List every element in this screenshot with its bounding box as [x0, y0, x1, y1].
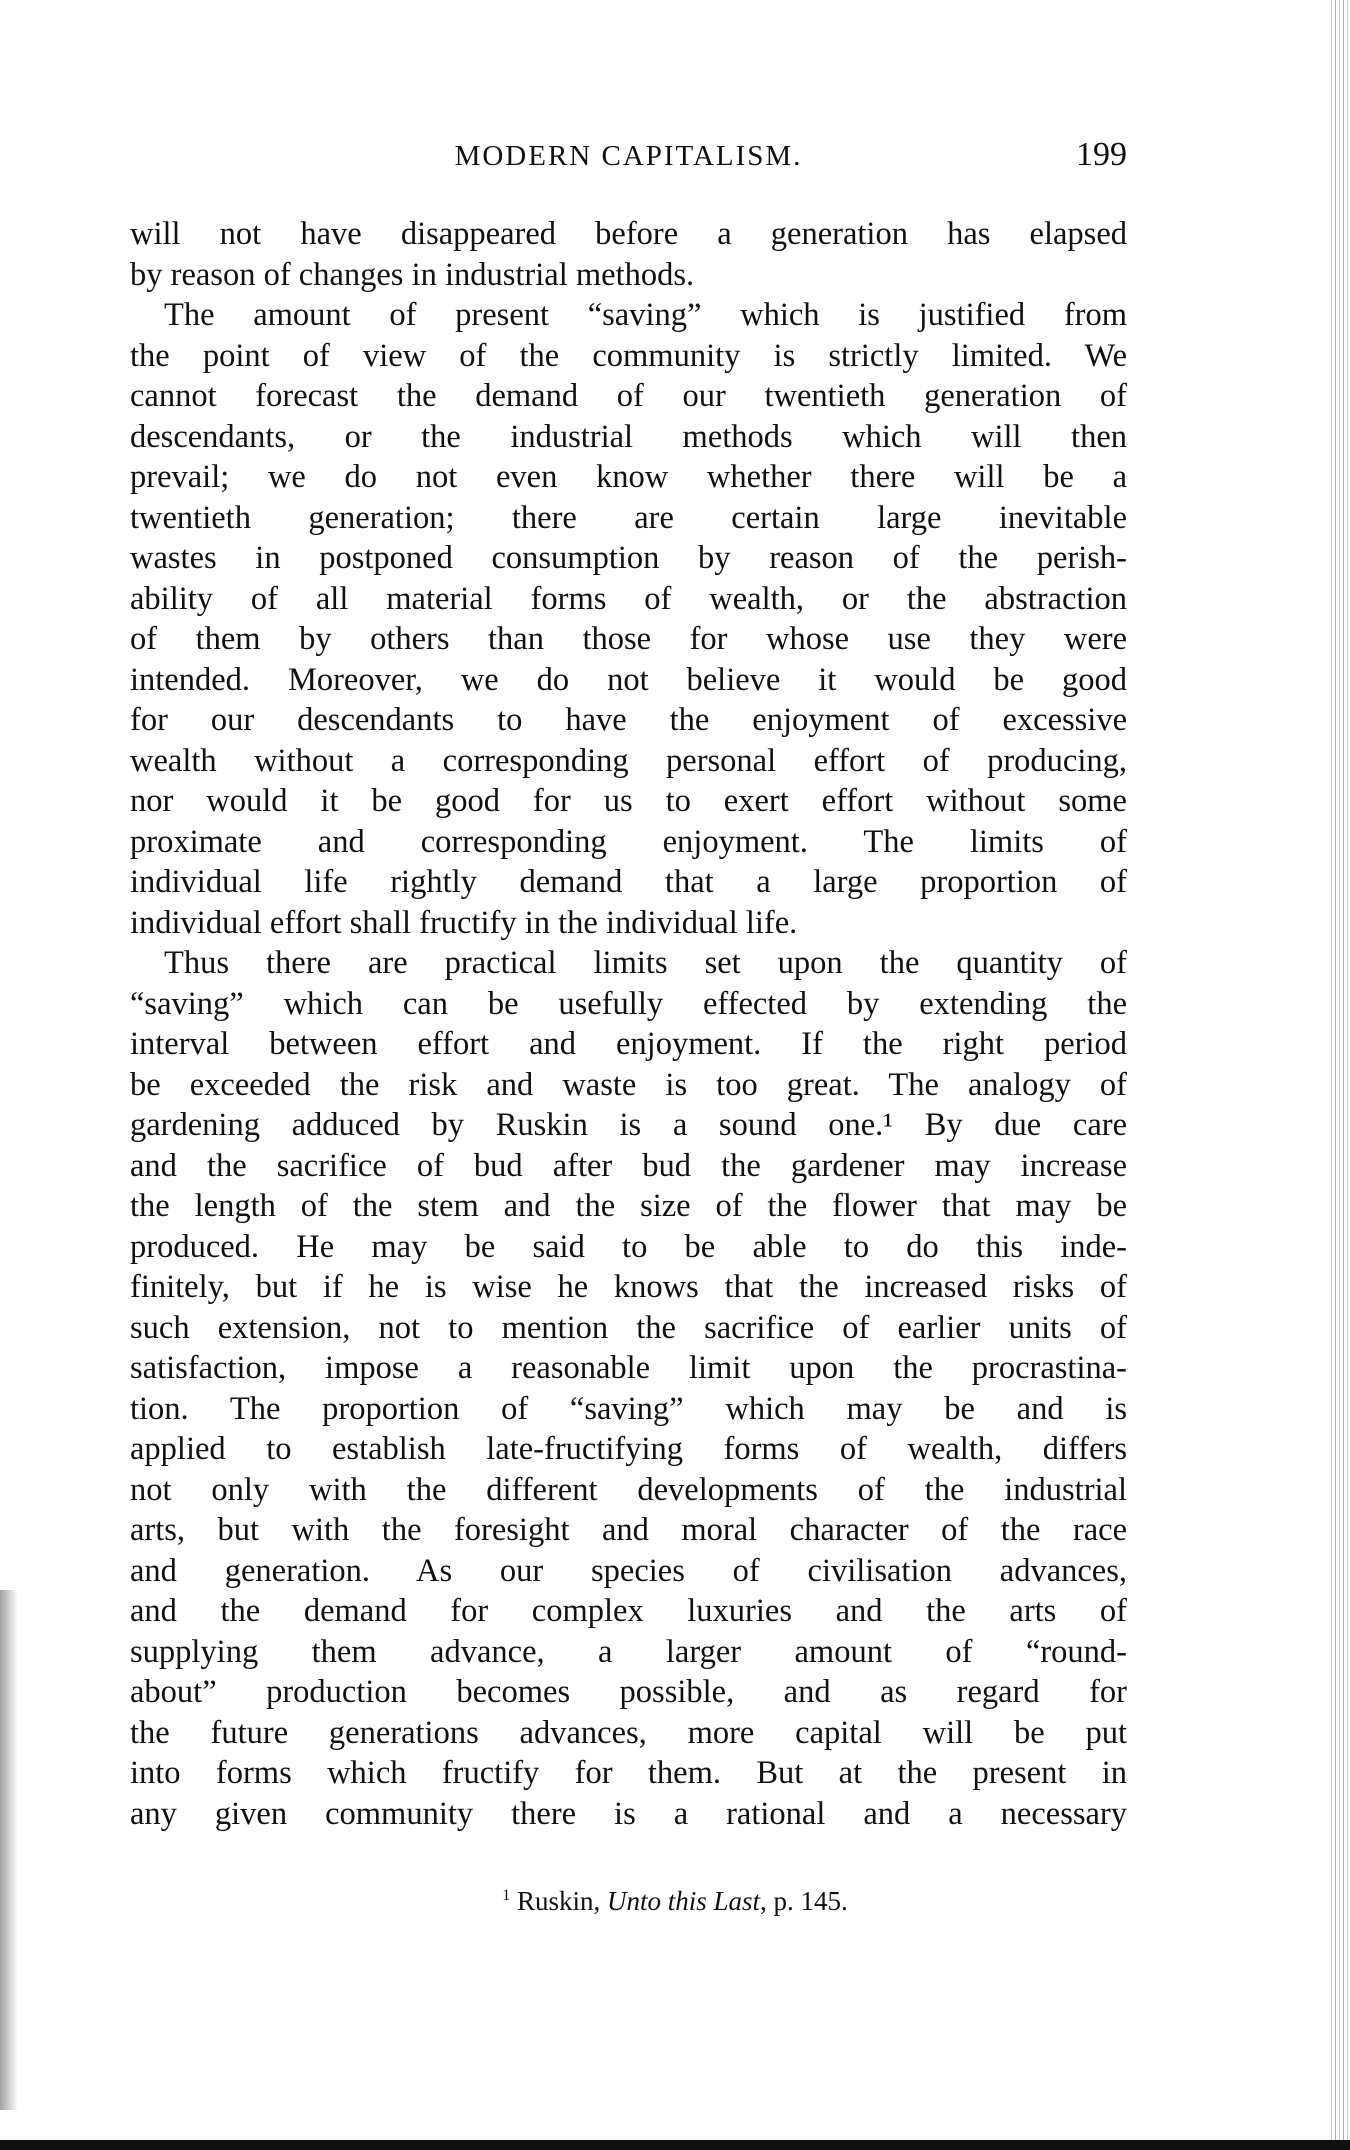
- text-line: produced. He may be said to be able to do this inde-: [130, 1228, 1127, 1265]
- scan-border: [0, 2140, 1350, 2150]
- text-line: the future generations advances, more capital will be put: [130, 1714, 1127, 1751]
- text-line: the point of view of the community is strictly limited. We: [130, 337, 1127, 374]
- text-line: and the demand for complex luxuries and the arts of: [130, 1593, 1127, 1629]
- text-line: the length of the stem and the size of the flower that may be: [130, 1188, 1127, 1224]
- text-line: gardening adduced by Ruskin is a sound one.¹ By due care: [130, 1107, 1127, 1143]
- text-line: and generation. As our species of civilisation advances,: [130, 1552, 1127, 1589]
- text-line: any given community there is a rational and a necessary: [130, 1795, 1127, 1832]
- text-line: twentieth generation; there are certain large inevitable: [130, 499, 1127, 536]
- footnote-marker: 1: [502, 1887, 511, 1904]
- body-text: [130, 214, 1127, 1834]
- text-line: such extension, not to mention the sacrifice of earlier units of: [130, 1309, 1127, 1346]
- text-line: tion. The proportion of “saving” which may be and is: [130, 1390, 1127, 1427]
- text-line: The amount of present “saving” which is justified from: [164, 297, 1127, 333]
- text-line: cannot forecast the demand of our twentieth generation of: [130, 378, 1127, 414]
- running-title: MODERN CAPITALISM.: [454, 140, 803, 172]
- page-number: 199: [1076, 136, 1127, 173]
- text-line: intended. Moreover, we do not believe it would be good: [130, 661, 1127, 698]
- scan-shadow: [0, 1590, 18, 2110]
- text-line: by reason of changes in industrial methods.: [130, 256, 695, 293]
- text-line: be exceeded the risk and waste is too great. The analogy of: [130, 1066, 1127, 1103]
- text-line: prevail; we do not even know whether there will be a: [130, 459, 1127, 495]
- text-line: nor would it be good for us to exert effort without some: [130, 783, 1127, 819]
- text-line: of them by others than those for whose use they were: [130, 621, 1127, 657]
- text-line: for our descendants to have the enjoyment of excessive: [130, 702, 1127, 738]
- text-line: ability of all material forms of wealth, or the abstraction: [130, 580, 1127, 617]
- text-line: into forms which fructify for them. But at the present in: [130, 1755, 1127, 1791]
- text-line: wastes in postponed consumption by reason of the perish-: [130, 540, 1127, 576]
- text-line: will not have disappeared before a generation has elapsed: [130, 216, 1127, 252]
- text-line: descendants, or the industrial methods which will then: [130, 418, 1127, 455]
- text-line: satisfaction, impose a reasonable limit upon the procrastina-: [130, 1350, 1127, 1386]
- text-line: not only with the different developments of the industrial: [130, 1471, 1127, 1508]
- text-line: individual effort shall fructify in the individual life.: [130, 904, 798, 941]
- text-line: and the sacrifice of bud after bud the gardener may increase: [130, 1147, 1127, 1184]
- footnote: [0, 1886, 1350, 1917]
- text-line: finitely, but if he is wise he knows that the increased risks of: [130, 1269, 1127, 1305]
- text-line: “saving” which can be usefully effected by extending the: [130, 985, 1127, 1022]
- page-edge: [1328, 0, 1350, 2150]
- text-line: individual life rightly demand that a large proportion of: [130, 864, 1127, 900]
- text-line: interval between effort and enjoyment. If the right period: [130, 1026, 1127, 1062]
- footnote-author: Ruskin,: [516, 1886, 607, 1916]
- footnote-page: , p. 145.: [760, 1886, 848, 1916]
- text-line: proximate and corresponding enjoyment. The limits of: [130, 823, 1127, 860]
- text-line: Thus there are practical limits set upon the quantity of: [164, 945, 1127, 981]
- text-line: supplying them advance, a larger amount of “round-: [130, 1633, 1127, 1670]
- text-line: wealth without a corresponding personal effort of producing,: [130, 742, 1127, 779]
- footnote-title: Unto this Last: [606, 1886, 761, 1916]
- text-line: arts, but with the foresight and moral character of the race: [130, 1512, 1127, 1548]
- text-line: about” production becomes possible, and as regard for: [130, 1674, 1127, 1710]
- page-header: [130, 136, 1127, 180]
- text-line: applied to establish late-fructifying forms of wealth, differs: [130, 1431, 1127, 1467]
